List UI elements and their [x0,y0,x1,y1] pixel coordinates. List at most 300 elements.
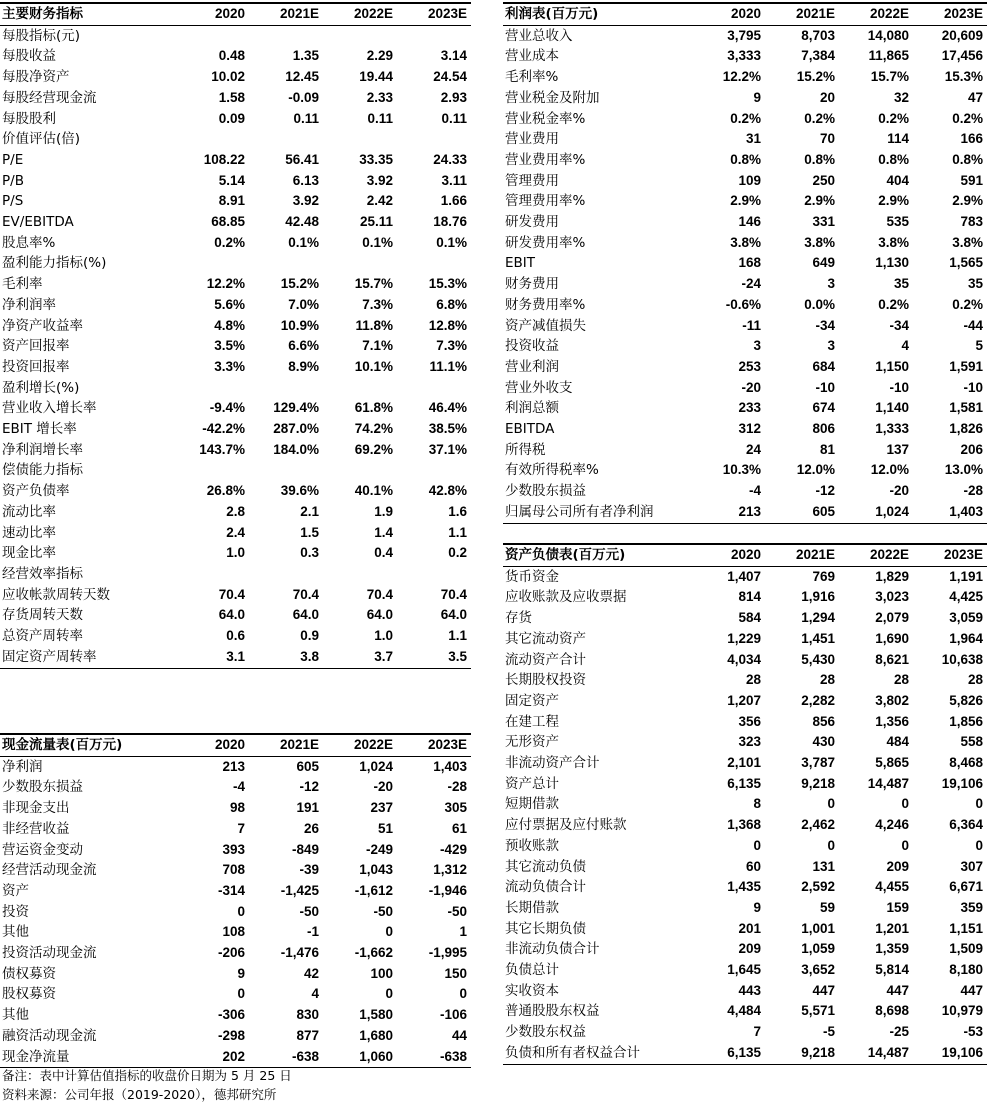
row-label: 应付票据及应付账款 [505,817,627,834]
cell-value: 108 [222,924,245,940]
cell-value: 3.11 [441,172,467,188]
cell-value: 70.4 [292,586,319,602]
table-row [0,253,471,274]
cell-value: 61 [451,820,467,836]
cell-value: 1,826 [949,421,983,437]
table-row [0,129,471,150]
cell-value: 12.45 [285,69,319,85]
cell-value: 0.2% [952,110,983,126]
cell-value: 131 [812,858,835,874]
cell-value: 1.9 [374,503,393,519]
cell-value: 0.1% [362,234,393,250]
cell-value: 8,621 [875,651,909,667]
cell-value: 26.8% [206,483,245,499]
cell-value: 0.8% [878,151,909,167]
row-label: 盈利增长(%) [2,379,80,396]
cell-value: 1.0 [374,628,393,644]
row-label: 债权募资 [2,965,56,982]
cell-value: 6.6% [288,338,319,354]
cell-value: 1.6 [448,503,467,519]
table-row [0,922,471,943]
cell-value: 2,592 [801,879,835,895]
cell-value: 11.1% [429,358,467,374]
cell-value: 3,787 [801,755,835,771]
cell-value: 6,671 [949,879,983,895]
row-label: 存货 [505,610,532,627]
row-label: 资产回报率 [2,338,70,355]
cell-value: -314 [217,882,245,898]
cell-value: 11,865 [868,48,909,64]
table-header-row [503,3,987,25]
row-label: 毛利率 [2,276,43,293]
year-header: 2020 [691,3,765,25]
cell-value: -0.6% [725,296,761,312]
cell-value: 1,229 [727,630,761,646]
cell-value: 3.5 [397,647,471,668]
cell-value: 1,580 [359,1007,393,1023]
cell-value: 74.2% [354,421,393,437]
table-row [503,732,987,753]
cell-value: -12 [299,779,319,795]
table-row [503,46,987,67]
cell-value: 783 [960,214,983,230]
cell-value: 307 [960,858,983,874]
row-label: 归属母公司所有者净利润 [503,502,691,523]
table-row [0,171,471,192]
cell-value: 0.2% [878,110,909,126]
cell-value: 447 [886,982,909,998]
row-label: 流动资产合计 [505,651,586,668]
table-row [0,819,471,840]
cell-value: -42.2% [202,421,245,437]
cell-value: -28 [963,483,983,499]
cell-value: -1,662 [354,945,393,961]
cell-value: 1.66 [440,193,467,209]
table-row [0,756,471,777]
cell-value: 0 [237,903,245,919]
table-row [503,939,987,960]
cell-value: 1,856 [949,713,983,729]
cell-value: 3.1 [175,647,249,668]
cell-value: 3.14 [440,48,467,64]
cell-value: 0.11 [293,110,319,126]
row-label: 其他 [2,1007,29,1024]
cell-value [175,25,249,46]
cell-value: 24.33 [433,151,467,167]
row-label: 非流动负债合计 [505,941,600,958]
cell-value: 20,609 [941,27,983,43]
cell-value: 6.13 [292,172,319,188]
cell-value: 3 [753,338,761,354]
cell-value: 0.11 [441,110,467,126]
cell-value: 213 [691,502,765,523]
cell-value: 12.0% [870,462,909,478]
cell-value: 856 [812,713,835,729]
cell-value: 253 [738,358,761,374]
row-label: EBIT [505,255,536,272]
row-label: 普通股股东权益 [505,1003,600,1020]
cell-value: 708 [222,862,245,878]
cell-value: 39.6% [280,483,319,499]
row-label: 利润总额 [505,400,559,417]
cell-value: 14,487 [867,775,909,791]
cell-value: 0.2 [448,545,467,561]
cell-value [175,129,249,150]
row-label: 营运资金变动 [2,841,83,858]
cell-value: 1,312 [433,862,467,878]
year-header: 2022E [839,3,913,25]
table-row [0,543,471,564]
cell-value: 430 [812,734,835,750]
table-row [503,191,987,212]
cell-value: 0.6 [226,628,245,644]
row-label: P/E [2,151,24,168]
cell-value: 64.0 [292,607,319,623]
row-label: 少数股东损益 [2,779,83,796]
table-row [0,274,471,295]
cell-value: 166 [960,131,983,147]
table-row [0,984,471,1005]
row-label: 股息率% [2,234,56,251]
table-row [503,608,987,629]
cell-value: 3 [827,338,835,354]
cell-value: 28 [967,672,983,688]
cell-value: 9 [753,899,761,915]
year-header: 2023E [397,734,471,756]
row-label: 研发费用率% [505,234,586,251]
cell-value: -20 [741,379,761,395]
cell-value: 1,151 [949,920,983,936]
footnotes [2,1066,292,1104]
row-label: 负债和所有者权益合计 [503,1043,691,1064]
cell-value: 605 [296,758,319,774]
year-header: 2020 [175,3,249,25]
table-row [0,150,471,171]
cell-value: 0.8% [952,151,983,167]
cell-value: 64.0 [440,607,467,623]
cell-value: 0.1% [436,234,467,250]
row-label: 所得税 [505,441,546,458]
row-label: 股权募资 [2,986,56,1003]
cell-value: 1.5 [300,524,319,540]
cell-value: 0 [753,837,761,853]
cell-value: 70.4 [366,586,393,602]
cell-value: 1,060 [323,1047,397,1068]
cell-value: 1,403 [913,502,987,523]
table-row [0,109,471,130]
cell-value: 0.11 [367,110,393,126]
cell-value: 24 [745,441,761,457]
row-label: 少数股东损益 [505,483,586,500]
cell-value: 1,191 [949,568,983,584]
cell-value: 0.2% [214,234,245,250]
cell-value: 1,451 [801,630,835,646]
cell-value: 4,034 [727,651,761,667]
cell-value: 150 [444,965,467,981]
cell-value: 1,964 [949,630,983,646]
cell-value: -12 [815,483,835,499]
cell-value: 184.0% [273,441,319,457]
row-label: 其他 [2,924,29,941]
key-metrics-table [0,2,471,669]
cell-value: 146 [738,214,761,230]
cell-value: 1,565 [949,255,983,271]
table-row [503,460,987,481]
cell-value: 47 [967,89,983,105]
cell-value: -1,946 [428,882,467,898]
cell-value: -50 [299,903,319,919]
table-row [0,1005,471,1026]
cell-value: 2.9% [878,193,909,209]
cell-value: 108.22 [203,151,245,167]
row-label: 营业税金率% [505,110,586,127]
table-row [0,88,471,109]
cell-value: 143.7% [199,441,245,457]
cell-value: 312 [738,421,761,437]
row-label: 盈利能力指标(%) [2,255,107,272]
cell-value: 3.8 [249,647,323,668]
cell-value: 5,430 [801,651,835,667]
cell-value [249,25,323,46]
cell-value: -0.09 [288,89,319,105]
table-row [0,840,471,861]
cell-value [397,564,471,585]
table-row [503,440,987,461]
table-row [503,419,987,440]
table-row [503,295,987,316]
cell-value: 206 [960,441,983,457]
cell-value: 26 [303,820,319,836]
cell-value: 814 [738,589,761,605]
cell-value: 443 [738,982,761,998]
cell-value: 15.2% [280,276,319,292]
row-label: 资产减值损失 [505,317,586,334]
cell-value [175,460,249,481]
row-label: 投资活动现金流 [2,945,97,962]
cell-value: 4.8% [214,317,245,333]
cell-value: 81 [819,441,835,457]
row-label: 少数股东权益 [505,1024,586,1041]
cell-value [323,564,397,585]
cell-value: 28 [819,672,835,688]
cell-value [323,253,397,274]
cell-value: 0.09 [218,110,245,126]
table-row [503,171,987,192]
table-row [0,460,471,481]
table-row [503,316,987,337]
row-label: 营业成本 [505,48,559,65]
cell-value: 0 [901,837,909,853]
table-header-row [0,3,471,25]
row-label: 存货周转天数 [2,607,83,624]
cell-value: -249 [365,841,393,857]
cell-value: -206 [217,945,245,961]
cell-value: 3,802 [875,692,909,708]
row-label: 固定资产周转率 [0,647,175,668]
cell-value: 5,814 [875,962,909,978]
cell-value: 15.7% [870,69,909,85]
table-row [503,836,987,857]
row-label: 负债总计 [505,962,559,979]
cell-value [249,564,323,585]
cell-value: -1,995 [428,945,467,961]
cell-value: 4,455 [875,879,909,895]
cell-value: 2.1 [300,503,319,519]
cell-value: 42.48 [285,214,319,230]
cell-value: 1.1 [448,628,467,644]
cell-value: 40.1% [354,483,393,499]
row-label: 投资收益 [505,338,559,355]
row-label: 营业费用 [505,131,559,148]
cell-value: 1,043 [359,862,393,878]
table-row [503,67,987,88]
year-header: 2023E [913,544,987,566]
table-row [503,336,987,357]
row-label: 毛利率% [505,69,559,86]
cell-value: 0 [459,986,467,1002]
cell-value: 8,698 [875,1003,909,1019]
cell-value: 51 [377,820,393,836]
cell-value: 3 [827,276,835,292]
row-label: 现金净流量 [0,1047,175,1068]
cell-value: 0.0% [804,296,835,312]
table-row [503,357,987,378]
cell-value: 9 [237,965,245,981]
cell-value: 3.92 [292,193,319,209]
row-label: 财务费用 [505,276,559,293]
cell-value: 1,294 [801,610,835,626]
cell-value: 10,979 [941,1003,983,1019]
cell-value: 323 [738,734,761,750]
cell-value: 447 [812,982,835,998]
cell-value: 109 [738,172,761,188]
cell-value: 17,456 [941,48,983,64]
cell-value: 5.6% [214,296,245,312]
cell-value: 1,024 [359,758,393,774]
balance-sheet-table [503,543,987,1065]
cell-value: 305 [444,800,467,816]
cell-value: 1,509 [949,941,983,957]
cell-value: 10.9% [280,317,319,333]
row-label: 长期借款 [505,899,559,916]
row-label: P/B [2,172,24,189]
cell-value: 1.1 [448,524,467,540]
cell-value: 213 [222,758,245,774]
row-label: 净资产收益率 [2,317,83,334]
table-row [0,943,471,964]
cell-value: 10,638 [941,651,983,667]
table-row [503,233,987,254]
row-label: 营业税金及附加 [505,89,600,106]
row-label: 净利润率 [2,296,56,313]
cell-value: -638 [249,1047,323,1068]
row-label: 资产负债率 [2,483,70,500]
cell-value [397,129,471,150]
cell-value: 3.8% [952,234,983,250]
table-row [503,1043,987,1064]
cell-value: 8.9% [288,358,319,374]
table-row [0,605,471,626]
cell-value: -1,476 [280,945,319,961]
cell-value: 56.41 [285,151,319,167]
cell-value: 830 [296,1007,319,1023]
cell-value: -44 [963,317,983,333]
table-row [503,25,987,46]
cell-value: 19,106 [941,775,983,791]
cell-value: 9 [753,89,761,105]
table-header-row [0,734,471,756]
cell-value: 0 [975,837,983,853]
cell-value [323,460,397,481]
cell-value [175,378,249,399]
cell-value: 4,484 [727,1003,761,1019]
row-label: 现金比率 [2,545,56,562]
cell-value: 2,079 [875,610,909,626]
cell-value: 3.7 [323,647,397,668]
cell-value: 2.9% [804,193,835,209]
row-label: 非流动资产合计 [505,755,600,772]
year-header: 2023E [397,3,471,25]
row-label: 经营效率指标 [2,565,83,582]
table-row [503,753,987,774]
table-title: 主要财务指标 [0,3,175,25]
cell-value: 1 [459,924,467,940]
cell-value [323,378,397,399]
cell-value: 2.33 [366,89,393,105]
cell-value: 8,468 [949,755,983,771]
cell-value: -34 [889,317,909,333]
cell-value: 37.1% [428,441,467,457]
table-row [0,798,471,819]
cell-value: 1,207 [727,692,761,708]
cell-value: 1,001 [801,920,835,936]
cell-value: 12.0% [796,462,835,478]
cell-value: 46.4% [428,400,467,416]
cell-value [249,378,323,399]
cell-value: 10.3% [722,462,761,478]
row-label: 固定资产 [505,692,559,709]
cell-value: 64.0 [218,607,245,623]
cell-value: 649 [812,255,835,271]
cell-value: 1,130 [875,255,909,271]
cell-value: 0 [827,796,835,812]
cell-value: 38.5% [428,421,467,437]
table-row [503,566,987,587]
cell-value: -11 [742,317,761,333]
cell-value: 4 [901,338,909,354]
cell-value: 114 [887,131,909,147]
cell-value: 684 [812,358,835,374]
row-label: 营业外收支 [505,379,573,396]
table-row [0,777,471,798]
table-row [0,564,471,585]
cell-value: 3.3% [214,358,245,374]
table-row [0,46,471,67]
cell-value: 3.8% [730,234,761,250]
cell-value: 0.2% [878,296,909,312]
cell-value [175,564,249,585]
table-row [0,316,471,337]
cell-value: 3,023 [875,589,909,605]
year-header: 2022E [323,734,397,756]
cell-value: 877 [296,1027,319,1043]
table-row [0,25,471,46]
row-label: 货币资金 [505,568,559,585]
cell-value: -638 [397,1047,471,1068]
cell-value: 2.9% [952,193,983,209]
cell-value: 5 [975,338,983,354]
table-row [503,691,987,712]
